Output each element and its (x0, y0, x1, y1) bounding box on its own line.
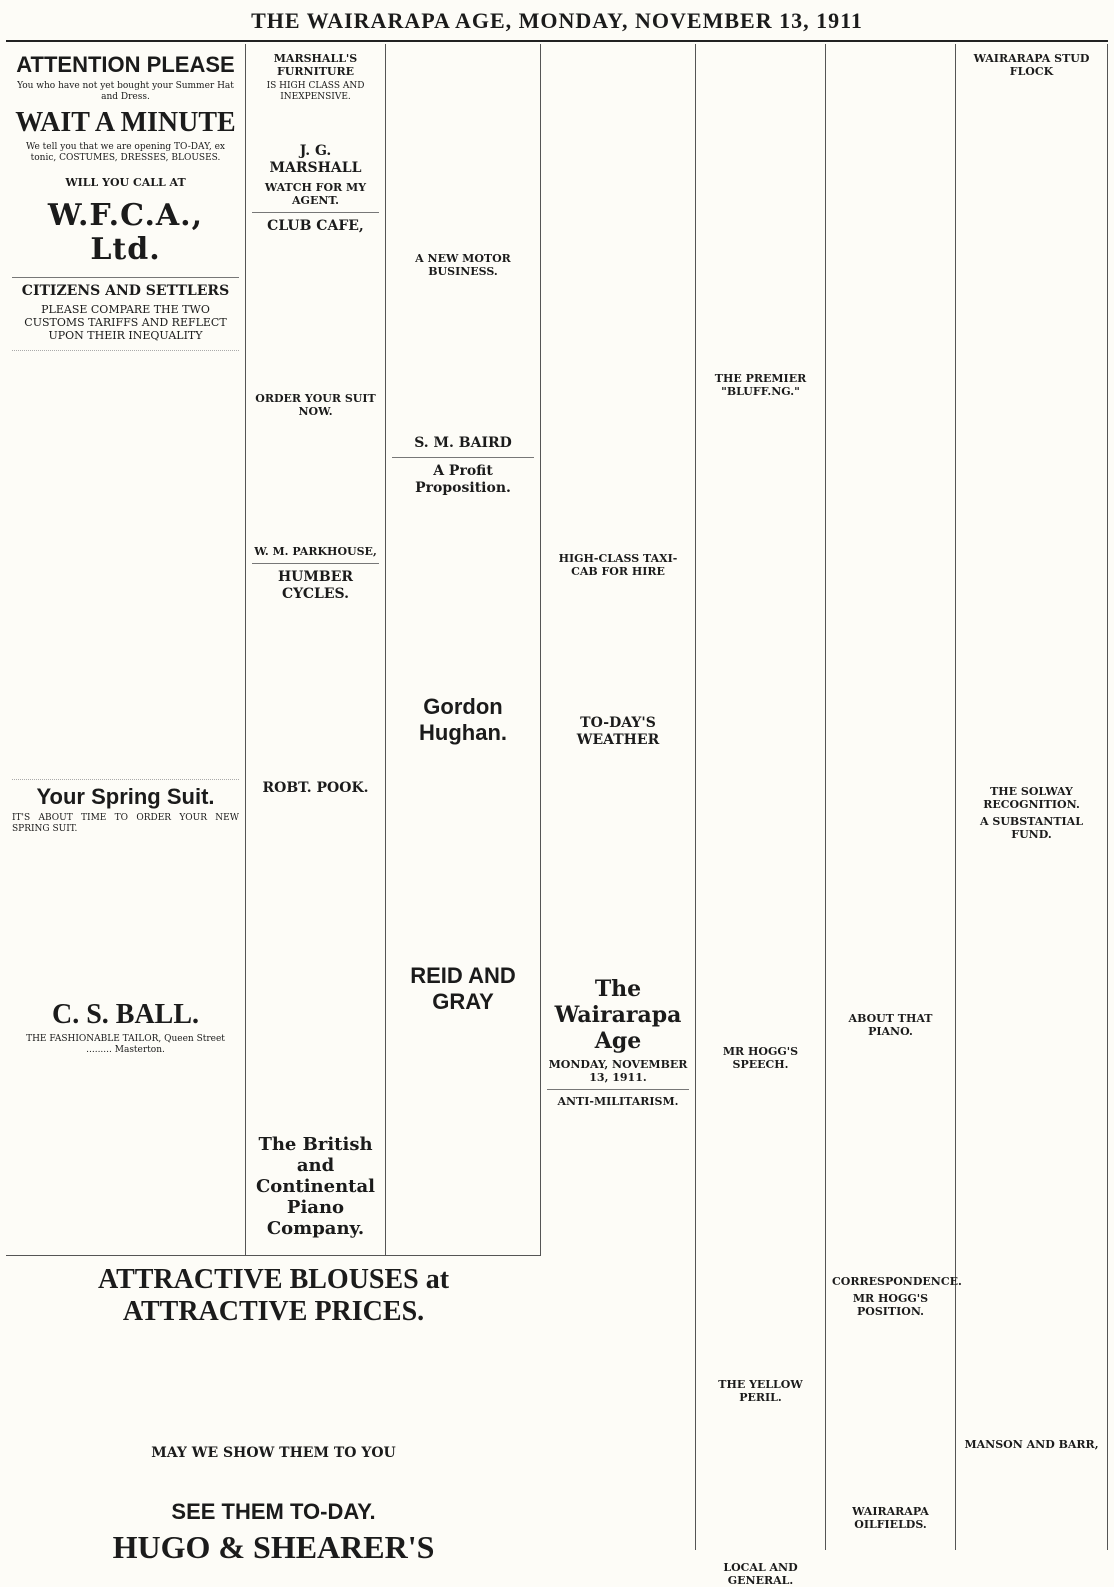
headline: REID AND GRAY (410, 963, 516, 1014)
headline: MR HOGG'S SPEECH. (722, 1045, 799, 1071)
headline: W. M. PARKHOUSE, (254, 545, 377, 558)
headline: MARSHALL'S FURNITURE (273, 52, 358, 78)
headline: THE YELLOW PERIL. (718, 1378, 803, 1404)
text-block (702, 401, 819, 1041)
headline: The Wairarapa Age (554, 976, 682, 1054)
body-text: You who have not yet bought your Summer Hat and Dress. (17, 81, 234, 102)
divider (252, 212, 379, 213)
headline: WAIT A MINUTE (15, 107, 236, 138)
subhead: MR HOGG'S POSITION. (852, 1292, 929, 1318)
headline: WAIRARAPA STUD FLOCK (973, 52, 1090, 78)
masthead-rule (6, 40, 1108, 42)
text-block (832, 1041, 949, 1271)
headline: HUMBER CYCLES. (277, 569, 354, 602)
headline: ATTRACTIVE BLOUSES at ATTRACTIVE PRICES. (97, 1264, 450, 1327)
text-block (547, 48, 689, 548)
tariff-table (12, 350, 239, 780)
headline: ORDER YOUR SUIT NOW. (255, 392, 376, 418)
headline: HUGO & SHEARER'S (112, 1529, 435, 1565)
headline: C. S. BALL. (51, 999, 200, 1030)
divider (12, 277, 239, 278)
text-block (14, 1465, 533, 1495)
text-block (252, 606, 379, 776)
divider (547, 1089, 689, 1090)
text-block (547, 752, 689, 972)
headline: WAIRARAPA OILFIELDS. (852, 1505, 929, 1531)
headline: Gordon Hughan. (419, 694, 507, 745)
column-4 (541, 44, 696, 1550)
subhead: WILL YOU CALL AT (65, 176, 186, 189)
body-text: IT'S ABOUT TIME TO ORDER YOUR NEW SPRING SUIT. (12, 813, 239, 834)
text-block (702, 1407, 819, 1557)
headline: TO-DAY'S WEATHER (576, 715, 660, 748)
headline: LOCAL AND GENERAL. (723, 1561, 798, 1587)
text-block (832, 1321, 949, 1501)
text-block (252, 421, 379, 541)
text-block (547, 581, 689, 711)
headline: J. G. MARSHALL (269, 143, 362, 176)
blouse-advert (6, 1255, 541, 1565)
headline: THE SOLWAY RECOGNITION. (983, 785, 1080, 811)
divider (252, 563, 379, 564)
text-block (962, 844, 1101, 1434)
text-block (392, 749, 534, 959)
text-block (702, 48, 819, 368)
headline: A NEW MOTOR BUSINESS. (415, 252, 511, 278)
headline: CITIZENS AND SETTLERS (21, 283, 230, 299)
headline: HIGH-CLASS TAXI-CAB FOR HIRE (558, 552, 678, 578)
headline: Your Spring Suit. (36, 784, 215, 809)
headline: ABOUT THAT PIANO. (848, 1012, 933, 1038)
text-block (252, 238, 379, 388)
headline: THE PREMIER "BLUFF.NG." (714, 372, 807, 398)
divider (392, 457, 534, 458)
masthead: THE WAIRARAPA AGE, MONDAY, NOVEMBER 13, 1911 (251, 8, 863, 33)
subhead: MONDAY, NOVEMBER 13, 1911. (548, 1058, 688, 1084)
text-block (14, 1331, 533, 1441)
text-block (392, 48, 534, 248)
body-text: THE FASHIONABLE TAILOR, Queen Street ......... Masterton. (26, 1034, 225, 1055)
headline: CORRESPONDENCE. (832, 1275, 962, 1288)
headline: ROBT. POOK. (262, 780, 369, 796)
subhead: A SUBSTANTIAL FUND. (980, 815, 1083, 841)
text-block (252, 800, 379, 1130)
headline: The British and Continental Piano Company. (255, 1134, 375, 1239)
text-block (392, 281, 534, 431)
body-text: IS HIGH CLASS AND INEXPENSIVE. (266, 81, 365, 102)
text-block (702, 1074, 819, 1374)
subhead: WATCH FOR MY AGENT. (264, 181, 367, 207)
text-block (12, 835, 239, 995)
text-block (832, 48, 949, 1008)
column-5 (696, 44, 826, 1587)
headline: SEE THEM TO-DAY. (171, 1499, 376, 1524)
text-block (392, 500, 534, 690)
headline: ANTI-MILITARISM. (557, 1095, 679, 1108)
body-text: PLEASE COMPARE THE TWO CUSTOMS TARIFFS AND REFLECT UPON THEIR INEQUALITY (24, 303, 227, 342)
column-6 (826, 44, 962, 1550)
text-block (962, 81, 1101, 781)
headline: S. M. BAIRD (414, 435, 512, 451)
body-text: We tell you that we are opening TO-DAY, ex tonic, COSTUMES, DRESSES, BLOUSES. (25, 142, 226, 163)
column-7 (956, 44, 1108, 1550)
headline: MAY WE SHOW THEM TO YOU (151, 1445, 396, 1461)
headline: A Profit Proposition. (415, 463, 511, 496)
headline: ATTENTION PLEASE (16, 52, 235, 77)
headline: MANSON AND BARR, (964, 1438, 1099, 1451)
headline: CLUB CAFE, (267, 218, 364, 234)
headline: W.F.C.A., Ltd. (47, 198, 204, 267)
